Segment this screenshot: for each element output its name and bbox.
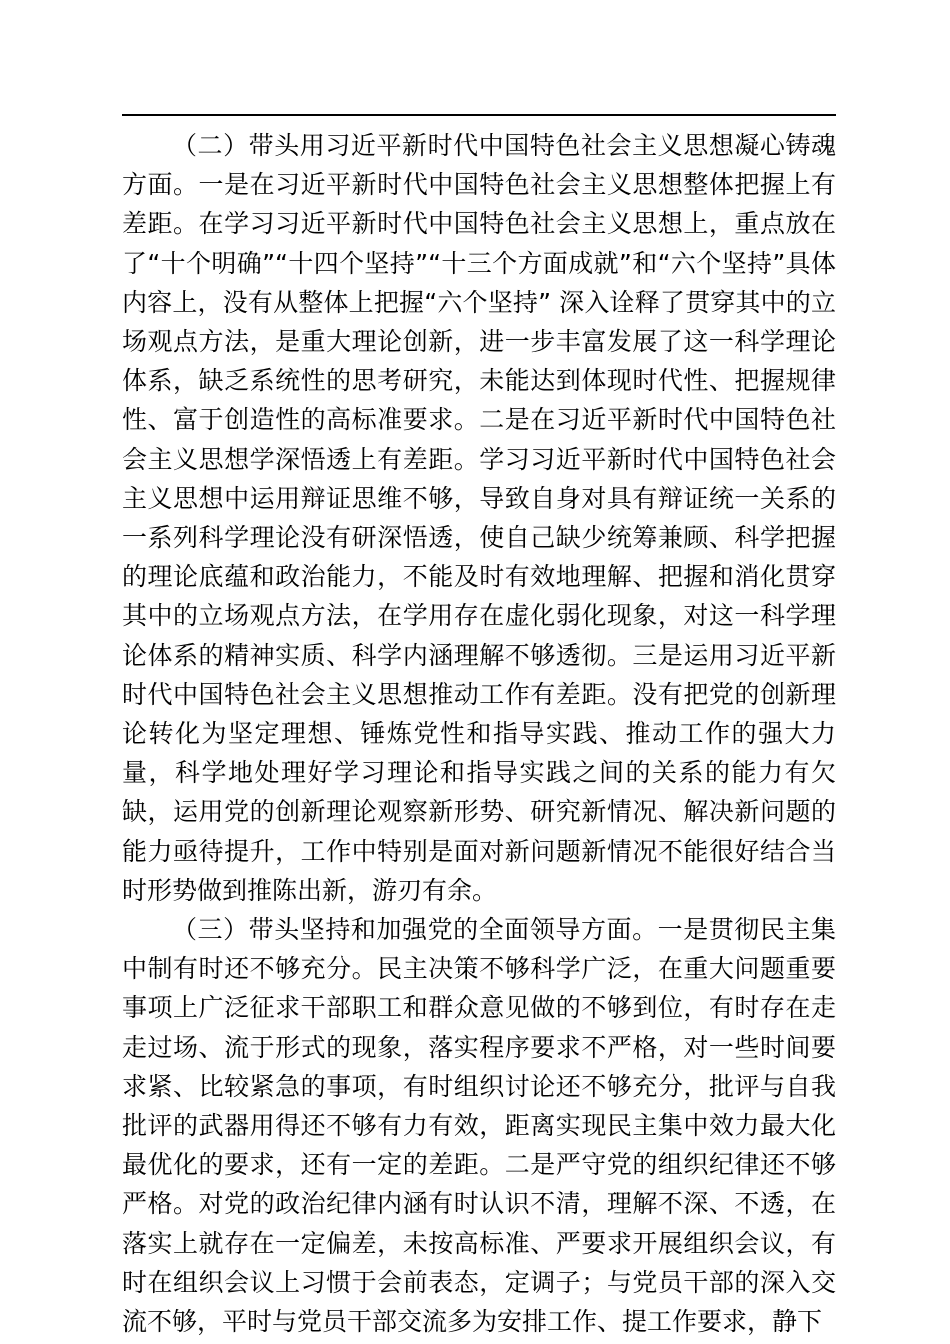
paragraph-section-2: （二）带头用习近平新时代中国特色社会主义思想凝心铸魂方面。一是在习近平新时代中国特色社会主义思想整体把握上有差距。在学习习近平新时代中国特色社会主义思想上，重点放在了“十个明确”“十四个坚持”“十三个方面成就”和“六个坚持”具体内容上，没有从整体上把握“六个坚持” 深入诠释了贯穿其中的立场观点方法，是重大理论创新，进一步丰富发展了这一科学理论体系，缺乏系统性的思考研究，未能达到体现时代性、把握规律性、富于创造性的高标准要求。二是在习近平新时代中国特色社会主义思想学深悟透上有差距。学习习近平新时代中国特色社会主义思想中运用辩证思维不够，导致自身对具有辩证统一关系的一系列科学理论没有研深悟透，使自己缺少统筹兼顾、科学把握的理论底蕴和政治能力，不能及时有效地理解、把握和消化贯穿其中的立场观点方法，在学用存在虚化弱化现象，对这一科学理论体系的精神实质、科学内涵理解不够透彻。三是运用习近平新时代中国特色社会主义思想推动工作有差距。没有把党的创新理论转化为坚定理想、锤炼党性和指导实践、推动工作的强大力量，科学地处理好学习理论和指导实践之间的关系的能力有欠缺，运用党的创新理论观察新形势、研究新情况、解决新问题的能力亟待提升，工作中特别是面对新问题新情况不能很好结合当时形势做到推陈出新，游刃有余。 [122,131,836,905]
header-rule [122,114,836,116]
document-body [122,126,836,1341]
paragraph-section-3: （三）带头坚持和加强党的全面领导方面。一是贯彻民主集中制有时还不够充分。民主决策不够科学广泛，在重大问题重要事项上广泛征求干部职工和群众意见做的不够到位，有时存在走走过场、流于形式的现象，落实程序要求不严格，对一些时间要求紧、比较紧急的事项，有时组织讨论还不够充分，批评与自我批评的武器用得还不够有力有效，距离实现民主集中效力最大化最优化的要求，还有一定的差距。二是严守党的组织纪律还不够严格。对党的政治纪律内涵有时认识不清，理解不深、不透，在落实上就存在一定偏差，未按高标准、严要求开展组织会议，有时在组织会议上习惯于会前表态，定调子；与党员干部的深入交流不够，平时与党员干部交流多为安排工作、提工作要求，静下 [122,915,836,1337]
